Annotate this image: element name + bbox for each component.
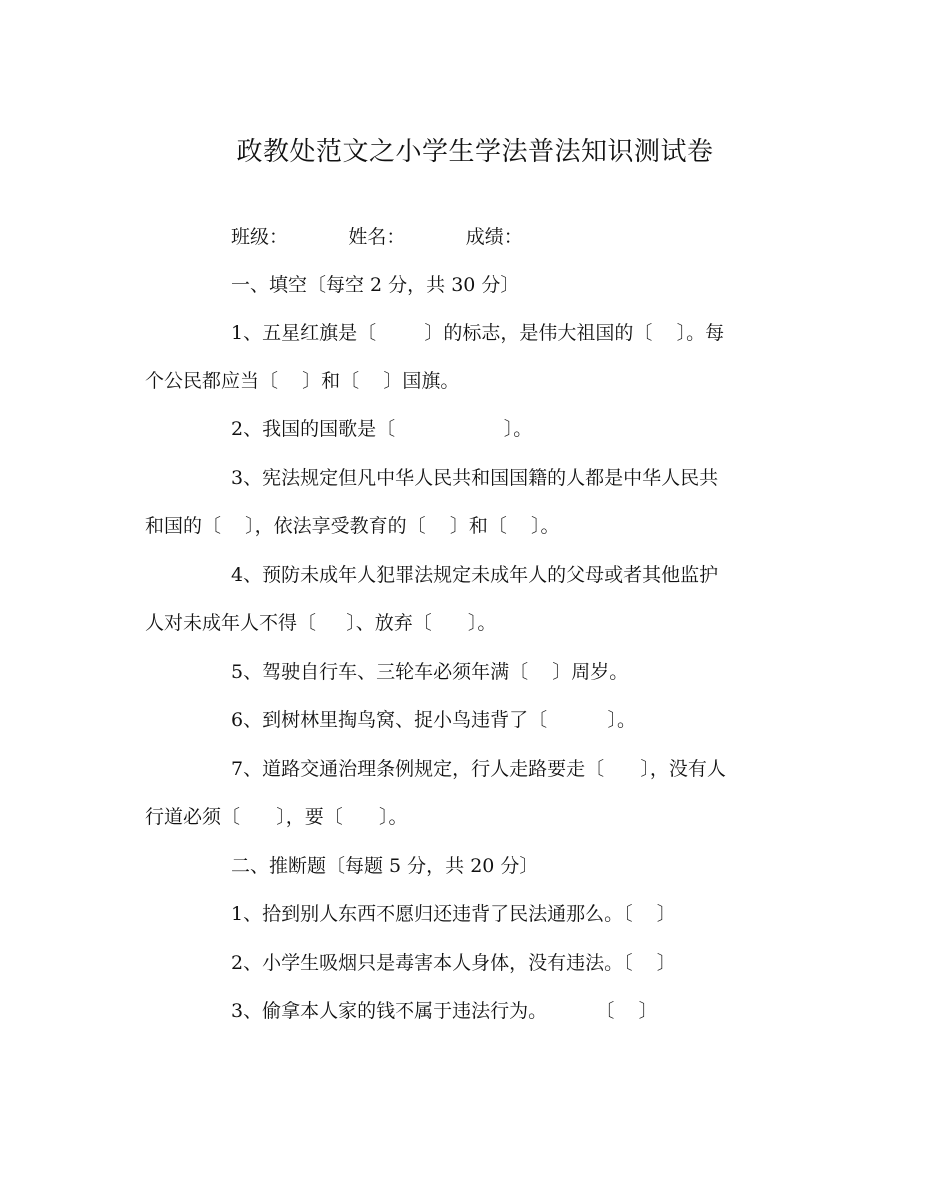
question-1-4-line1: 4、预防未成年人犯罪法规定未成年人的父母或者其他监护	[231, 564, 719, 586]
page-title: 政教处范文之小学生学法普法知识测试卷	[236, 137, 714, 167]
section2-heading: 二、推断题〔每题 5 分，共 20 分〕	[231, 855, 539, 877]
question-2-1: 1、拾到别人东西不愿归还违背了民法通那么。〔 〕	[231, 903, 676, 925]
question-1-2: 2、我国的国歌是〔 〕。	[231, 418, 533, 440]
question-2-3: 3、偷拿本人家的钱不属于违法行为。 〔 〕	[231, 1000, 658, 1022]
question-1-6: 6、到树林里掏鸟窝、捉小鸟违背了〔 〕。	[231, 709, 636, 731]
question-2-2: 2、小学生吸烟只是毒害本人身体，没有违法。〔 〕	[231, 952, 676, 974]
question-1-3-line1: 3、宪法规定但凡中华人民共和国国籍的人都是中华人民共	[231, 467, 719, 489]
question-1-5: 5、驾驶自行车、三轮车必须年满〔 〕周岁。	[231, 661, 629, 683]
question-1-3-line2: 和国的〔 〕，依法享受教育的〔 〕和〔 〕。	[145, 515, 560, 537]
student-info-line: 班级： 姓名： 成绩：	[231, 226, 523, 248]
question-1-1-line1: 1、五星红旗是〔 〕的标志，是伟大祖国的〔 〕。每	[231, 322, 725, 344]
question-1-4-line2: 人对未成年人不得〔 〕、放弃〔 〕。	[145, 612, 497, 634]
question-1-7-line1: 7、道路交通治理条例规定，行人走路要走〔 〕，没有人	[231, 758, 726, 780]
question-1-7-line2: 行道必须〔 〕，要〔 〕。	[145, 806, 408, 828]
question-1-1-line2: 个公民都应当〔 〕和〔 〕国旗。	[145, 370, 460, 392]
section1-heading: 一、填空〔每空 2 分，共 30 分〕	[231, 274, 520, 296]
